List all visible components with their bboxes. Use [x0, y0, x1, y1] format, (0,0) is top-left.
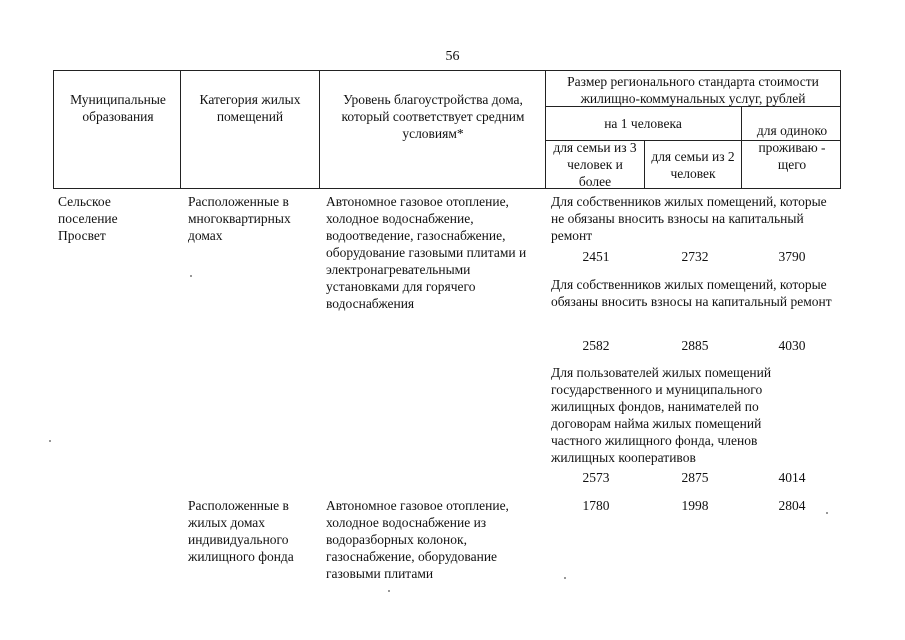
scan-speck [826, 512, 828, 514]
group2-family2-value: 2885 [681, 338, 709, 353]
group3-family3-value: 2573 [582, 470, 610, 485]
row1-municipality: Сельское поселение Просвет [58, 194, 118, 243]
group1-family2-value: 2732 [681, 249, 709, 264]
row2-single-value: 2804 [778, 498, 806, 513]
group3-single-value: 4014 [778, 470, 806, 485]
row2-family2-value: 1998 [681, 498, 709, 513]
group1-family3-value: 2451 [582, 249, 610, 264]
scan-speck [564, 577, 566, 579]
group2-single-value: 4030 [778, 338, 806, 353]
header-category: Категория жилых помещений [199, 92, 301, 124]
scan-speck [190, 275, 192, 277]
scan-speck [388, 590, 390, 592]
group3-label: Для пользователей жилых помещений государственного и муниципального жилищных фондов, нанимателей по договорам найма жилых помещений частного жилищного фонда, членов жилищных кооперативов [551, 365, 772, 465]
header-family-2: для семьи из 2 человек [651, 149, 735, 181]
group1-single-value: 3790 [778, 249, 806, 264]
header-family-3: для семьи из 3 человек и более [553, 140, 637, 189]
header-municipalities: Муниципальные образования [70, 92, 166, 124]
header-per-person: на 1 человека [604, 116, 682, 131]
header-amenities: Уровень благоустройства дома, который соответствует средним условиям* [341, 92, 525, 141]
group2-family3-value: 2582 [582, 338, 610, 353]
row1-category: Расположенные в многоквартирных домах [188, 194, 291, 243]
group2-label: Для собственников жилых помещений, которые обязаны вносить взносы на капитальный ремонт [551, 277, 832, 309]
page-number: 56 [445, 49, 460, 64]
row2-family3-value: 1780 [582, 498, 610, 513]
header-standard-size: Размер регионального стандарта стоимости жилищно-коммунальных услуг, рублей [567, 74, 819, 106]
row2-amenities: Автономное газовое отопление, холодное водоснабжение из водоразборных колонок, газоснабжение, оборудование газовыми плитами [326, 498, 509, 581]
group1-label: Для собственников жилых помещений, которые не обязаны вносить взносы на капитальный ремонт [551, 194, 827, 243]
header-single: для одиноко проживаю - щего [756, 123, 828, 172]
group3-family2-value: 2875 [681, 470, 709, 485]
row1-amenities: Автономное газовое отопление, холодное водоснабжение, водоотведение, газоснабжение, оборудование газовыми плитами и электронагревательными установками для горячего водоснабжения [326, 194, 527, 311]
scan-speck [49, 440, 51, 442]
row2-category: Расположенные в жилых домах индивидуального жилищного фонда [188, 498, 294, 564]
